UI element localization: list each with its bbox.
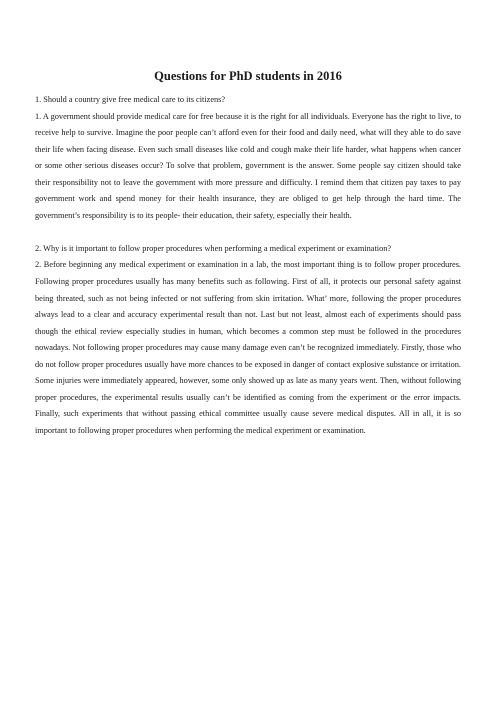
question-1-text: 1. Should a country give free medical care to its citizens? bbox=[35, 95, 226, 104]
answer-1-text: 1. A government should provide medical care for free because it is the right for all individuals. Everyone has the right to live, to receive help to survive. Imagine the poor people can’t afford even for their food and daily need, what will they able to do save their life when facing disease. Even such small diseases like cold and cough make their life harder, what happens when cancer or some other serious diseases occur? To solve that problem, government is the answer. Some people say citizen should take their responsibility not to leave the government with more pressure and difficulty. I remind them that citizen pay taxes to pay government work and spend money for their health insurance, they are obliged to get help through the hard time. The government’s responsibility is to its people- their education, their safety, especially their health. bbox=[35, 111, 461, 220]
question-section-1 bbox=[35, 92, 461, 224]
question-2-text: 2. Why is it important to follow proper procedures when performing a medical experiment or examination? bbox=[35, 243, 392, 253]
document-body bbox=[35, 92, 461, 439]
document-title: Questions for PhD students in 2016 bbox=[154, 69, 342, 83]
question-section-2 bbox=[35, 241, 461, 440]
answer-2-text: 2. Before beginning any medical experiment or examination in a lab, the most important thing is to follow proper procedures. Following proper procedures usually has many benefits such as following. First of all, it protects our personal safety against being threated, such as not being infected or not suffering from skin irritation. What’ more, following the proper procedures always lead to a clear and accuracy experimental result than not. Last but not least, almost each of experiments should pass though the ethical review especially studies in human, which becomes a common step must be followed in the procedures nowadays. Not following proper procedures may cause many damage even can’t be recognized immediately. Firstly, those who do not follow proper procedures usually have more chances to be exposed in danger of contact explosive substance or irritation. Some injuries were immediately appeared, however, some only showed up as late as many years went. Then, without following proper procedures, the experimental results usually can’t be identified as coming from the experiment or the error impacts. Finally, such experiments that without passing ethical committee usually cause severe medical disputes. All in all, it is so important to following proper procedures when performing the medical experiment or examination. bbox=[35, 260, 461, 435]
